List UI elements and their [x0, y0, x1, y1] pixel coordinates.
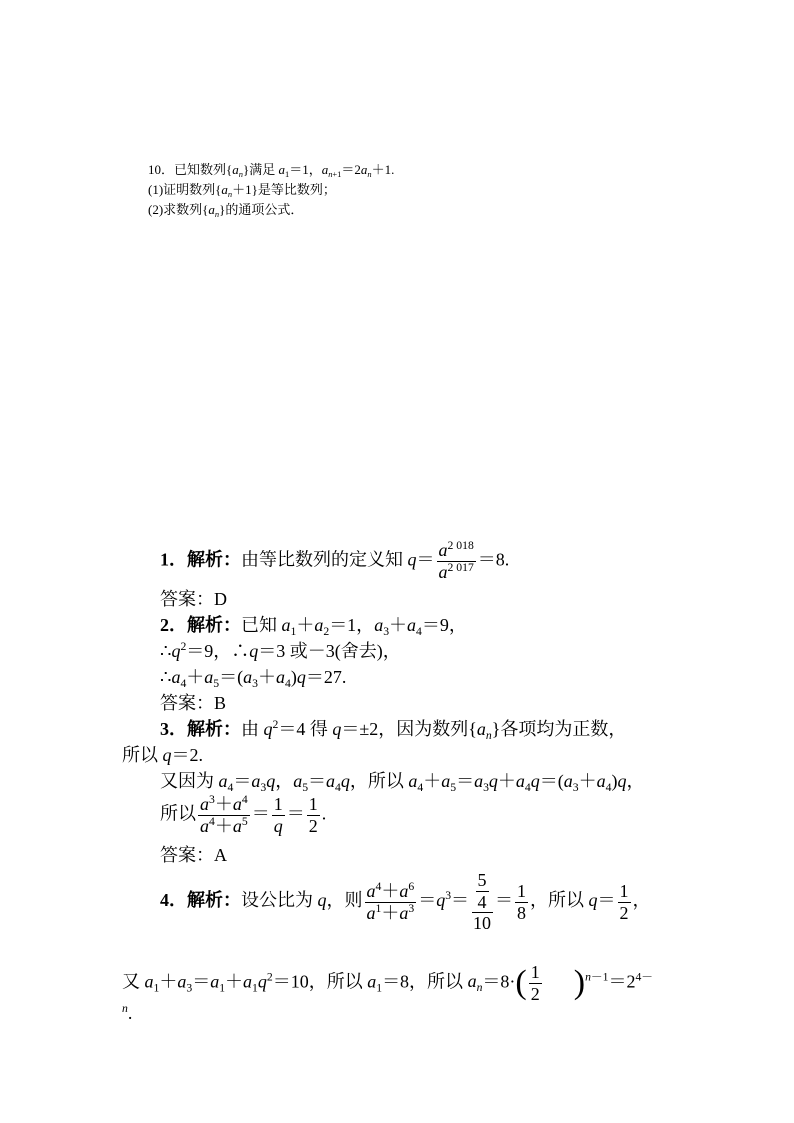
- fraction: $\frac{1}{2}$: [308, 794, 318, 836]
- fraction: $\frac{a^3+a^4}{a^4+a^5}$: [200, 792, 248, 836]
- solution-2-line-3: $\therefore a_4+a_5=(a_3+a_4)q=27$.: [160, 667, 347, 691]
- fraction: $\frac{1}{q}$: [273, 794, 283, 836]
- solution-3-line-3: 又因为 $a_4=a_3q$，$a_5=a_4q$，所以 $a_4+a_5=a_3q+a_4q=(a_3+a_4)q$，: [160, 771, 645, 795]
- solution-4-label: 4．解析：: [160, 890, 241, 911]
- fraction: $\frac{1}{2}$: [619, 880, 629, 923]
- solution-4-line-2: 又 $a_1+a_3=a_1+a_1q^2=10$，所以 $a_1=8$，所以 $a_n=8\cdot$( $\frac{1}{2}$ )$^{n-1}=2^{4-}$: [122, 962, 653, 1004]
- solution-1-line: 1．解析：由等比数列的定义知 q＝ $\frac{a^{2 018}}{a^{2 017}}$ ＝8.: [160, 538, 510, 582]
- answer-1: 答案：D: [160, 589, 227, 609]
- solution-4-line-3: $^n$.: [122, 1001, 133, 1023]
- solution-2-line-2: $\therefore q^2=9$，∴q＝3 或－3(舍去)，: [160, 639, 401, 661]
- fraction: $\frac{1}{2}$: [530, 962, 540, 1004]
- solution-3-line-4: 所以 $\frac{a^3+a^4}{a^4+a^5}$ ＝ $\frac{1}{q}$ ＝ $\frac{1}{2}$ .: [160, 792, 327, 836]
- answer-3: 答案：A: [160, 845, 227, 865]
- answer-2: 答案：B: [160, 693, 227, 713]
- solution-2-label: 2．解析：: [160, 615, 241, 635]
- problem-part-1: (1)证明数列$\{a_n+1\}$是等比数列；: [148, 182, 336, 199]
- solution-4-line-1: 4．解析：设公比为 q，则 $\frac{a^4+a^6}{a^1+a^3}$ $=q^3=$ $\frac{\frac{5}{4}}{10}$ ＝ $\frac{1}{8}$ ，所以 q＝ $\frac{1}{2}$ ，: [160, 870, 651, 934]
- solution-3-label: 3．解析：: [160, 719, 241, 739]
- fraction: $\frac{\frac{5}{4}}{10}$: [473, 870, 492, 934]
- solution-1-label: 1．解析：: [160, 549, 241, 570]
- solution-3-line-1: 3．解析：由 $q^2=4$ 得 q＝±2，因为数列$\{a_n\}$各项均为正数，: [160, 717, 627, 743]
- fraction: $\frac{a^4+a^6}{a^1+a^3}$: [366, 879, 415, 923]
- solution-2-line-1: 2．解析：已知 $a_1+a_2=1$，$a_3+a_4=9$，: [160, 615, 467, 639]
- problem-stem: 10．已知数列$\{a_n\}$满足 $a_1=1$，$a_{n+1}=2a_n+1$.: [148, 162, 395, 179]
- fraction: $\frac{a^{2 018}}{a^{2 017}}$: [438, 538, 474, 582]
- fraction: $\frac{1}{8}$: [517, 880, 527, 923]
- problem-part-2: (2)求数列$\{a_n\}$的通项公式．: [148, 202, 304, 219]
- solution-3-line-2: 所以 q＝2.: [122, 745, 203, 765]
